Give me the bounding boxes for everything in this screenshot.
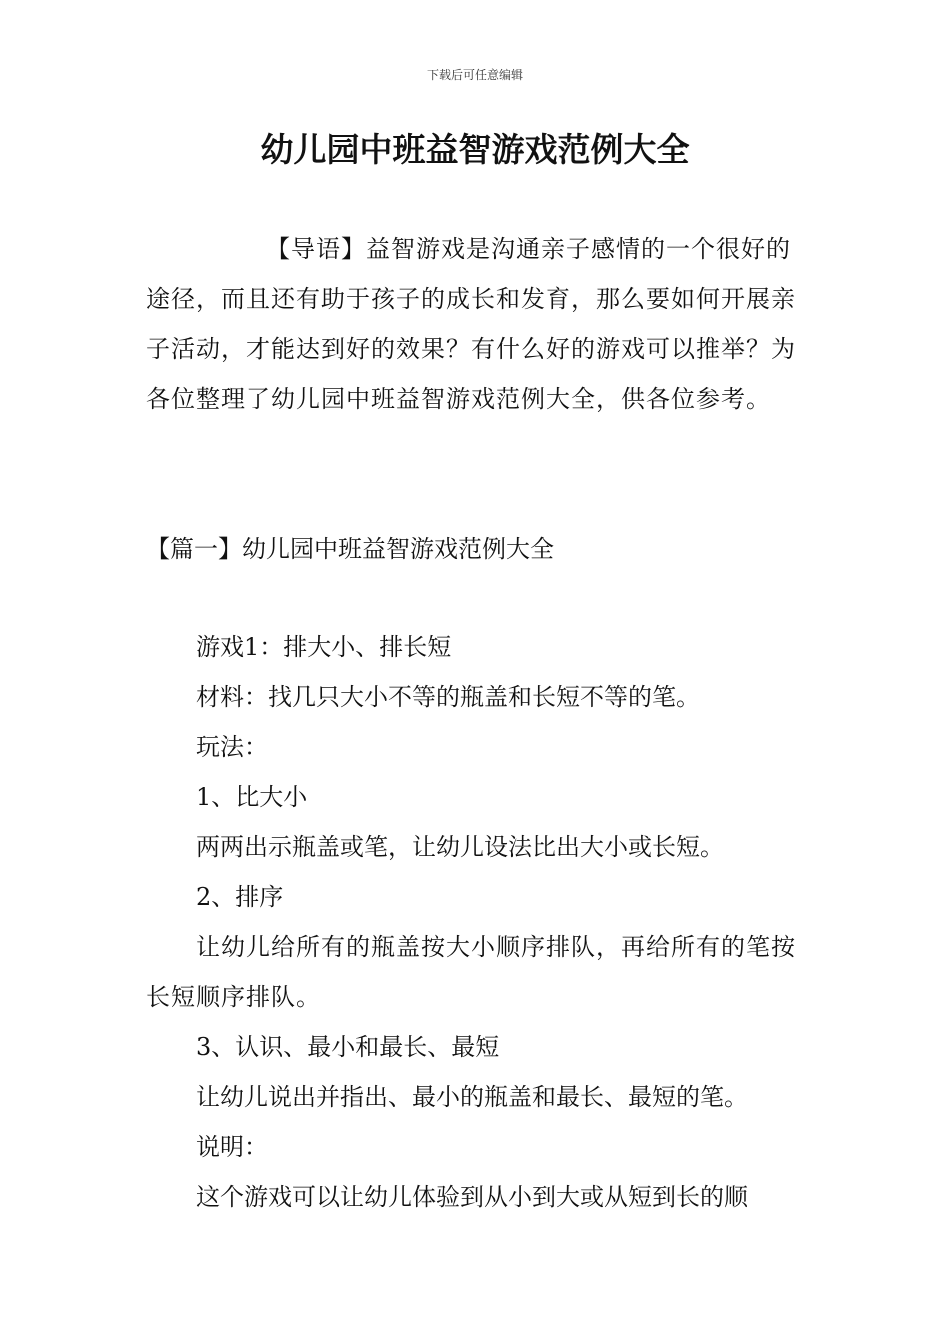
step2-text: 让幼儿给所有的瓶盖按大小顺序排队，再给所有的笔按长短顺序排队。 xyxy=(146,933,796,1011)
note-text: 这个游戏可以让幼儿体验到从小到大或从短到长的顺 xyxy=(196,1183,748,1211)
section-heading: 【篇一】幼儿园中班益智游戏范例大全 xyxy=(146,535,554,563)
game-title: 游戏1：排大小、排长短 xyxy=(196,633,452,661)
intro-paragraph: 【导语】益智游戏是沟通亲子感情的一个很好的途径，而且还有助于孩子的成长和发育，那么要如何开展亲子活动，才能达到好的效果？有什么好的游戏可以推举？为各位整理了幼儿园中班益智游戏范例大全，供各位参考。 xyxy=(146,235,796,413)
document-body xyxy=(146,224,808,1211)
game-section xyxy=(146,622,808,1222)
header-note: 下载后可任意编辑 xyxy=(426,68,523,82)
document-title: 幼儿园中班益智游戏范例大全 xyxy=(260,130,690,169)
note-label: 说明： xyxy=(196,1133,268,1161)
step3-text: 让幼儿说出并指出、最小的瓶盖和最长、最短的笔。 xyxy=(196,1083,748,1111)
play-label: 玩法： xyxy=(196,733,268,761)
step3-title: 3、认识、最小和最长、最短 xyxy=(196,1033,500,1061)
step2-title: 2、排序 xyxy=(196,883,284,911)
materials-text: 材料：找几只大小不等的瓶盖和长短不等的笔。 xyxy=(196,683,700,711)
step1-text: 两两出示瓶盖或笔，让幼儿设法比出大小或长短。 xyxy=(196,833,724,861)
step1-title: 1、比大小 xyxy=(196,783,308,811)
